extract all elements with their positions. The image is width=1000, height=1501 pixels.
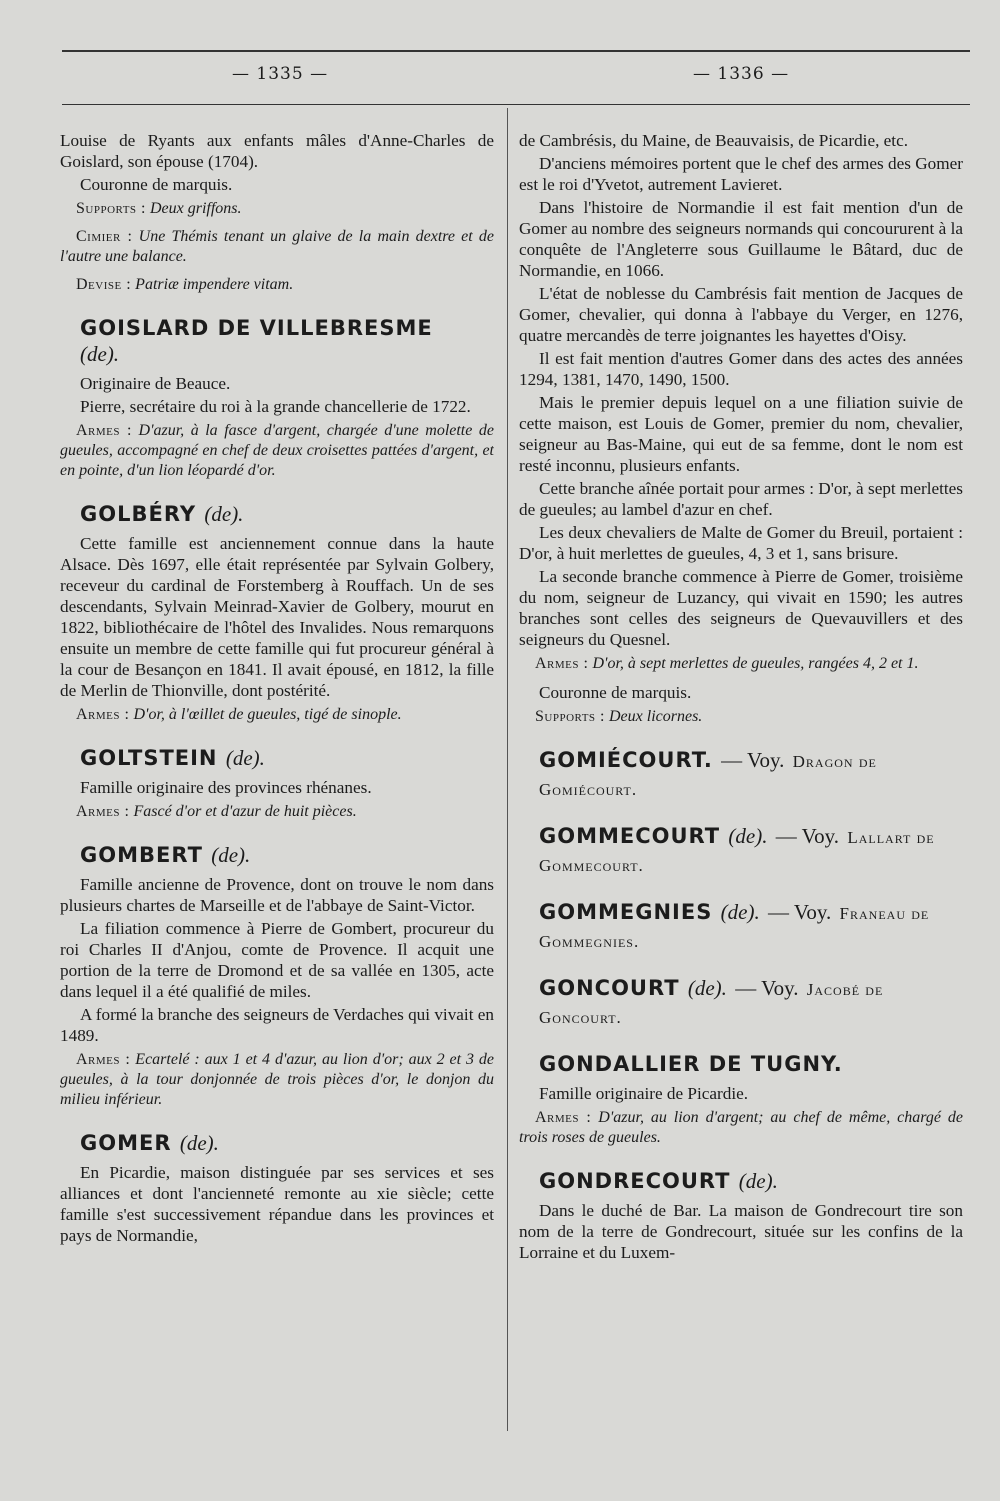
column-divider [507, 108, 508, 1431]
arms-line [60, 1050, 494, 1110]
entry-title: GOLBÉRY [80, 502, 197, 526]
see-also: — Voy. [775, 824, 840, 848]
paragraph: Originaire de Beauce. [80, 374, 231, 393]
entry-particle: (de). [211, 843, 251, 867]
page-number-right: — 1336 — [693, 64, 790, 84]
devise-text: Patriæ impendere vitam. [135, 276, 294, 293]
entry-particle: (de). [728, 824, 768, 848]
paragraph: A formé la branche des seigneurs de Verdaches qui vivait en 1489. [60, 1005, 494, 1045]
paragraph: Cette branche aînée portait pour armes : D'or, à sept merlettes de gueules; au lambel d'azur en chef. [519, 479, 963, 519]
devise-label: Devise : [76, 276, 132, 293]
supports-text: Deux griffons. [149, 200, 242, 217]
entry-heading-gommegnies [539, 899, 963, 955]
top-rule [62, 50, 970, 52]
paragraph: de Cambrésis, du Maine, de Beauvaisis, de Picardie, etc. [519, 131, 908, 150]
supports-label: Supports : [76, 200, 146, 217]
arms-text: Fascé d'or et d'azur de huit pièces. [133, 803, 357, 820]
entry-heading-goltstein [80, 745, 494, 771]
entry-heading-goislard [80, 315, 494, 367]
cimier-label: Cimier : [76, 228, 133, 245]
left-column [60, 130, 494, 1420]
supports-label: Supports : [535, 708, 605, 725]
paragraph: Couronne de marquis. [80, 175, 233, 194]
see-also: — Voy. [735, 976, 799, 1000]
entry-particle: (de). [204, 502, 244, 526]
paragraph: Couronne de marquis. [539, 683, 692, 702]
entry-particle: (de). [738, 1169, 778, 1193]
arms-label: Armes : [76, 706, 130, 723]
arms-text: Ecartelé : aux 1 et 4 d'azur, au lion d'or; aux 2 et 3 de gueules, à la tour donjonnée de trois pièces d'or, le donjon du milieu inférieur. [60, 1051, 494, 1108]
arms-text: D'azur, au lion d'argent; au chef de même, chargé de trois roses de gueules. [519, 1109, 963, 1146]
arms-line [60, 705, 494, 725]
supports-line [519, 707, 963, 727]
arms-text: D'or, à sept merlettes de gueules, rangées 4, 2 et 1. [592, 655, 919, 672]
paragraph: Louise de Ryants aux enfants mâles d'Anne-Charles de Goislard, son épouse (1704). [60, 131, 494, 171]
see-also: — Voy. [721, 748, 785, 772]
see-also: — Voy. [768, 900, 832, 924]
cimier-line [60, 227, 494, 267]
arms-label: Armes : [535, 655, 589, 672]
arms-line [60, 421, 494, 481]
entry-particle: (de). [720, 900, 760, 924]
entry-heading-goncourt [539, 975, 963, 1031]
entry-title: GONDALLIER DE TUGNY. [539, 1052, 843, 1076]
paragraph: Les deux chevaliers de Malte de Gomer du Breuil, portaient : D'or, à huit merlettes de gueules, 4, 3 et 1, sans brisure. [519, 523, 963, 563]
entry-title: GOMIÉCOURT. [539, 748, 713, 772]
entry-heading-gondallier [539, 1051, 963, 1077]
entry-particle: (de). [179, 1131, 219, 1155]
paragraph: Famille ancienne de Provence, dont on trouve le nom dans plusieurs chartes de Marseille et de l'abbaye de Saint-Victor. [60, 875, 494, 915]
paragraph: Dans l'histoire de Normandie il est fait mention d'un de Gomer au nombre des seigneurs normands qui concoururent à la conquête de l'Angleterre sous Guillaume le Bâtard, duc de Normandie, en 1066. [519, 198, 963, 280]
entry-title: GOMMECOURT [539, 824, 721, 848]
arms-label: Armes : [76, 422, 132, 439]
right-column [519, 130, 963, 1420]
arms-text: D'or, à l'œillet de gueules, tigé de sinople. [133, 706, 402, 723]
entry-title: GONCOURT [539, 976, 680, 1000]
cimier-text: Une Thémis tenant un glaive de la main dextre et de l'autre une balance. [60, 228, 494, 265]
paragraph: D'anciens mémoires portent que le chef des armes des Gomer est le roi d'Yvetot, autrement Lavieret. [519, 154, 963, 194]
entry-heading-gomiecourt [539, 747, 963, 803]
entry-title: GOISLARD DE VILLEBRESME [80, 316, 433, 340]
arms-line [60, 802, 494, 822]
entry-title: GONDRECOURT [539, 1169, 731, 1193]
entry-title: GOLTSTEIN [80, 746, 218, 770]
see-also-ref: Lallart de Gommecourt. [539, 828, 935, 875]
arms-label: Armes : [535, 1109, 592, 1126]
arms-label: Armes : [76, 1051, 131, 1068]
supports-text: Deux licornes. [608, 708, 703, 725]
paragraph: Famille originaire de Picardie. [539, 1084, 749, 1103]
paragraph: La seconde branche commence à Pierre de Gomer, troisième du nom, seigneur de Luzancy, qui vivait en 1590; les autres branches sont celles des seigneurs de Quevauvillers et des seigneurs du Quesnel. [519, 567, 963, 649]
see-also-ref: Jacobé de Goncourt. [539, 980, 884, 1027]
entry-title: GOMER [80, 1131, 172, 1155]
entry-particle: (de). [687, 976, 727, 1000]
supports-line [60, 199, 494, 219]
entry-heading-gommecourt [539, 823, 963, 879]
see-also-ref: Franeau de Gommegnies. [539, 904, 930, 951]
paragraph: La filiation commence à Pierre de Gombert, procureur du roi Charles II d'Anjou, comte de Provence. Il acquit une portion de la terre de Dromond et de sa vallée en 1305, acte dans lequel il a été qualifié de miles. [60, 919, 494, 1001]
arms-label: Armes : [76, 803, 130, 820]
arms-line [519, 654, 963, 674]
entry-particle: (de). [80, 342, 120, 366]
page-number-left: — 1335 — [232, 64, 329, 84]
arms-text: D'azur, à la fasce d'argent, chargée d'une molette de gueules, accompagné en chef de deux croisettes pattées d'argent, et en pointe, d'un lion léopardé d'or. [60, 422, 494, 479]
paragraph: L'état de noblesse du Cambrésis fait mention de Jacques de Gomer, chevalier, qui donna à l'abbaye du Verger, en 1276, quatre mercandès de terre joignantes les hayettes d'Oisy. [519, 284, 963, 345]
entry-heading-gombert [80, 842, 494, 868]
paragraph: Famille originaire des provinces rhénanes. [80, 778, 372, 797]
paragraph: Pierre, secrétaire du roi à la grande chancellerie de 1722. [80, 397, 471, 416]
see-also-ref: Dragon de Gomiécourt. [539, 752, 877, 799]
header-rule [62, 104, 970, 105]
arms-line [519, 1108, 963, 1148]
entry-title: GOMMEGNIES [539, 900, 713, 924]
entry-title: GOMBERT [80, 843, 203, 867]
entry-particle: (de). [225, 746, 265, 770]
paragraph: Dans le duché de Bar. La maison de Gondrecourt tire son nom de la terre de Gondrecourt, située sur les confins de la Lorraine et du Luxem- [519, 1201, 963, 1262]
paragraph: Mais le premier depuis lequel on a une filiation suivie de cette maison, est Louis de Gomer, premier du nom, chevalier, seigneur au Bas-Maine, qui eut de sa femme, dont le nom est resté inconnu, plusieurs enfants. [519, 393, 963, 475]
entry-heading-gondrecourt [539, 1168, 963, 1194]
entry-heading-gomer [80, 1130, 494, 1156]
paragraph: Il est fait mention d'autres Gomer dans des actes des années 1294, 1381, 1470, 1490, 1500. [519, 349, 963, 389]
devise-line [60, 275, 494, 295]
entry-heading-golbery [80, 501, 494, 527]
paragraph: En Picardie, maison distinguée par ses services et ses alliances et dont l'ancienneté remonte au xie siècle; cette famille s'est successivement répandue dans les provinces et pays de Normandie, [60, 1163, 494, 1245]
paragraph: Cette famille est anciennement connue dans la haute Alsace. Dès 1697, elle était représentée par Sylvain Golbery, receveur du cardinal de Forstemberg à Rouffach. Un de ses descendants, Sylvain Meinrad-Xavier de Golbery, mourut en 1822, bibliothécaire de l'hôtel des Invalides. Nous remarquons ensuite un membre de cette famille qui fut procureur général à la cour de Besançon en 1841. Il avait épousé, en 1812, la fille de Merlin de Thionville, dont postérité. [60, 534, 494, 700]
